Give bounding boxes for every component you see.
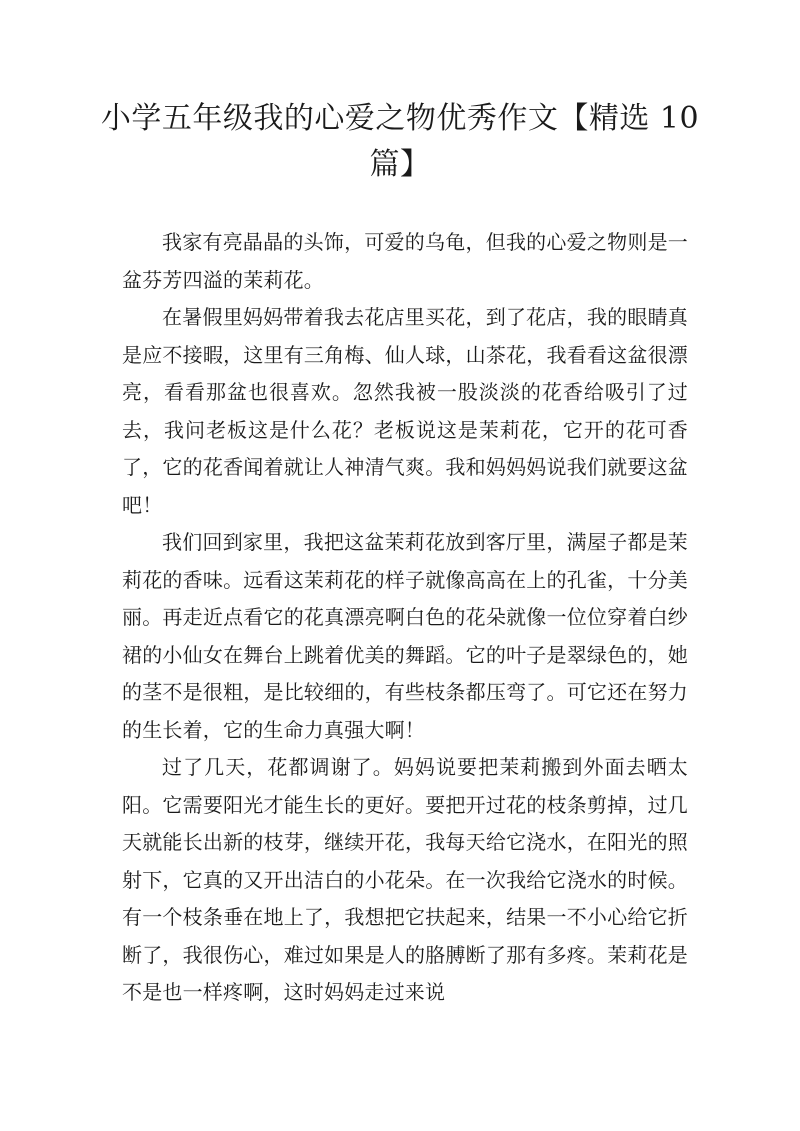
- document-body: [122, 224, 688, 1012]
- document-title: 小学五年级我的心爱之物优秀作文【精选 10 篇】: [100, 101, 700, 182]
- paragraph-3: 我们回到家里，我把这盆茉莉花放到客厅里，满屋子都是茉莉花的香味。远看这茉莉花的样子就像高高在上的孔雀，十分美丽。再走近点看它的花真漂亮啊白色的花朵就像一位位穿着白纱裙的小仙女在舞台上跳着优美的舞蹈。它的叶子是翠绿色的，她的茎不是很粗，是比较细的，有些枝条都压弯了。可它还在努力的生长着，它的生命力真强大啊！: [122, 530, 688, 742]
- paragraph-1: 我家有亮晶晶的头饰，可爱的乌龟，但我的心爱之物则是一盆芬芳四溢的茉莉花。: [122, 230, 688, 292]
- paragraph-4: 过了几天，花都调谢了。妈妈说要把茉莉搬到外面去晒太阳。它需要阳光才能生长的更好。要把开过花的枝条剪掉，过几天就能长出新的枝芽，继续开花，我每天给它浇水，在阳光的照射下，它真的又开出洁白的小花朵。在一次我给它浇水的时候。有一个枝条垂在地上了，我想把它扶起来，结果一不小心给它折断了，我很伤心，难过如果是人的胳膊断了那有多疼。茉莉花是不是也一样疼啊，这时妈妈走过来说: [122, 755, 688, 1004]
- paragraph-2: 在暑假里妈妈带着我去花店里买花，到了花店，我的眼睛真是应不接暇，这里有三角梅、仙人球，山茶花，我看看这盆很漂亮，看看那盆也很喜欢。忽然我被一股淡淡的花香给吸引了过去，我问老板这是什么花？老板说这是茉莉花，它开的花可香了，它的花香闻着就让人神清气爽。我和妈妈妈说我们就要这盆吧！: [122, 305, 688, 517]
